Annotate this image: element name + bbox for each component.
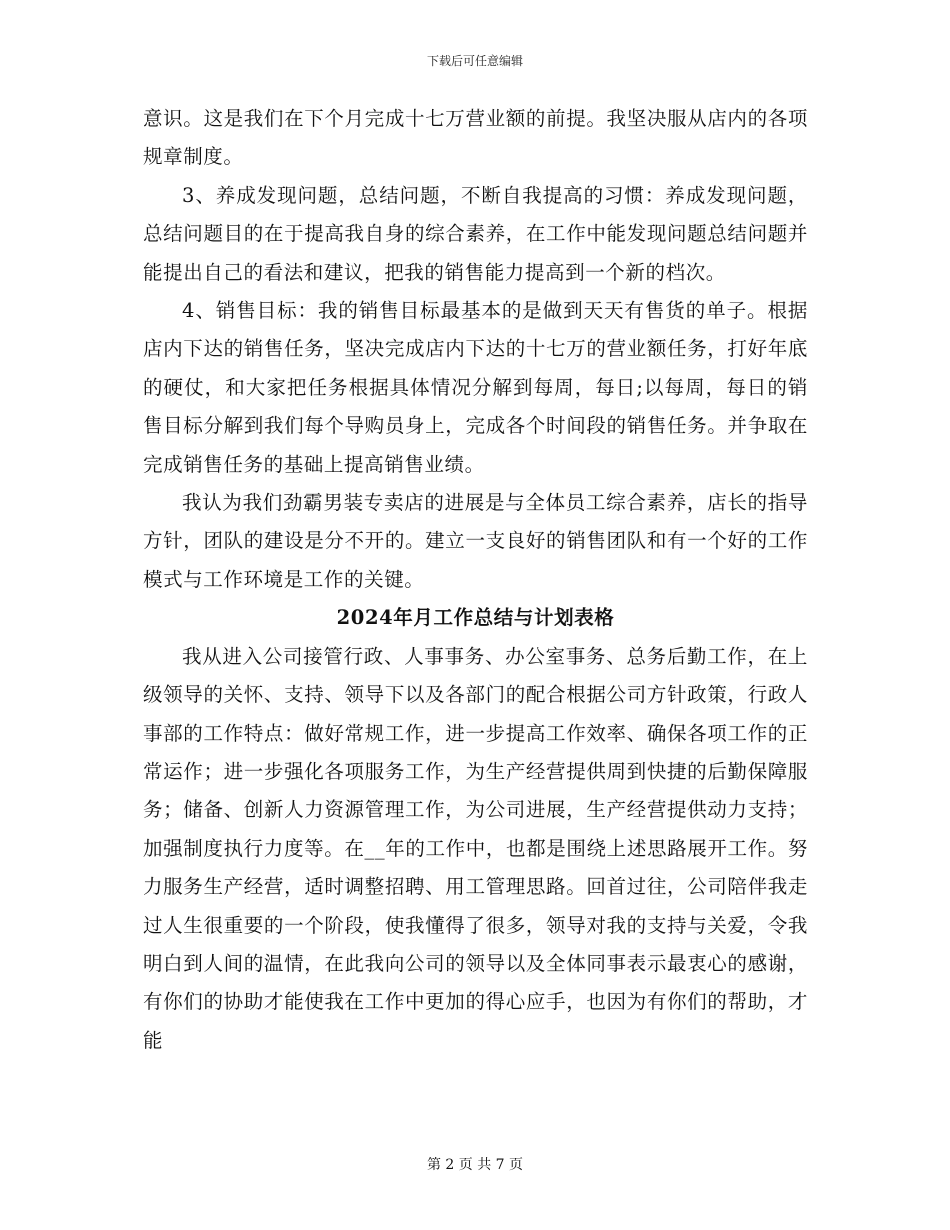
paragraph-sales-target: 4、销售目标：我的销售目标最基本的是做到天天有售货的单子。根据店内下达的销售任务，坚决完成店内下达的十七万的营业额任务，打好年底的硬仗，和大家把任务根据具体情况分解到每周，每日;以每周，每日的销售目标分解到我们每个导购员身上，完成各个时间段的销售任务。并争取在完成销售任务的基础上提高销售业绩。 (143, 299, 808, 476)
paragraph-continued: 意识。这是我们在下个月完成十七万营业额的前提。我坚决服从店内的各项规章制度。 (143, 107, 808, 169)
page-footer: 第 2 页 共 7 页 (426, 1157, 524, 1173)
page-header: 下载后可任意编辑 (426, 54, 523, 68)
document-body (143, 100, 808, 1060)
paragraph-admin-work: 我从进入公司接管行政、人事事务、办公室事务、总务后勤工作，在上级领导的关怀、支持、领导下以及各部门的配合根据公司方针政策，行政人事部的工作特点：做好常规工作，进一步提高工作效率、确保各项工作的正常运作；进一步强化各项服务工作，为生产经营提供周到快捷的后勤保障服务；储备、创新人力资源管理工作，为公司进展，生产经营提供动力支持；加强制度执行力度等。在__年的工作中，也都是围绕上述思路展开工作。努力服务生产经营，适时调整招聘、用工管理思路。回首过往，公司陪伴我走过人生很重要的一个阶段，使我懂得了很多，领导对我的支持与关爱，令我明白到人间的温情，在此我向公司的领导以及全体同事表示最衷心的感谢，有你们的协助才能使我在工作中更加的得心应手，也因为有你们的帮助，才能 (143, 644, 808, 1052)
paragraph-conclusion: 我认为我们劲霸男装专卖店的进展是与全体员工综合素养，店长的指导方针，团队的建设是分不开的。建立一支良好的销售团队和有一个好的工作模式与工作环境是工作的关键。 (143, 491, 808, 591)
paragraph-habit: 3、养成发现问题，总结问题，不断自我提高的习惯：养成发现问题，总结问题目的在于提高我自身的综合素养，在工作中能发现问题总结问题并能提出自己的看法和建议，把我的销售能力提高到一个新的档次。 (143, 183, 808, 284)
section-heading: 2024年月工作总结与计划表格 (336, 606, 615, 630)
